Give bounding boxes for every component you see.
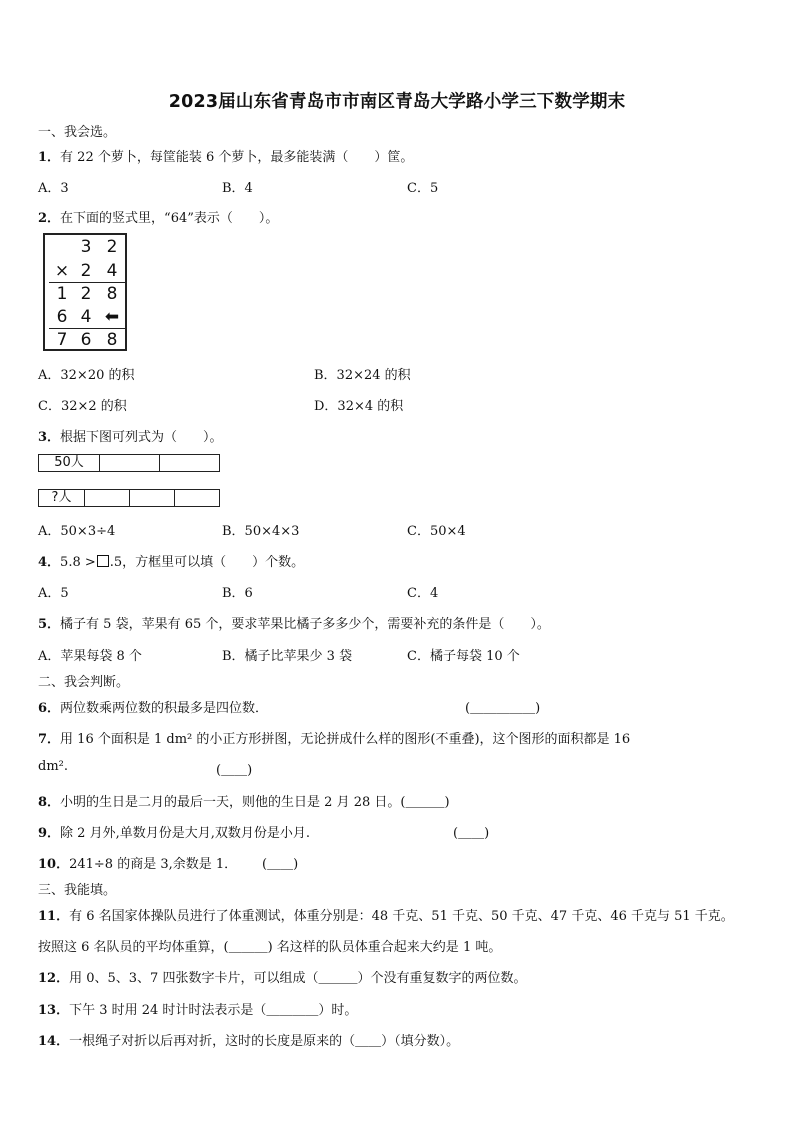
question-3: [38, 426, 223, 445]
question-text: 有 6 名国家体操队员进行了体重测试，体重分别是：48 千克、51 千克、50 千克、47 千克、46 千克与 51 千克。: [69, 909, 734, 924]
question-number: 6．: [38, 701, 61, 716]
answer-bracket: (＿＿＿＿＿): [465, 701, 541, 716]
digit: 3: [80, 237, 92, 257]
question-text: 根据下图可列式为（ ）。: [60, 430, 223, 445]
segment-bar-bottom: [38, 489, 220, 507]
question-number: 8．: [38, 795, 61, 810]
option-b: B．50×4×3: [222, 524, 300, 539]
question-text: 一根绳子对折以后再对折，这时的长度是原来的（＿＿）（填分数）。: [69, 1034, 460, 1049]
option-c: C．橘子每袋 10 个: [407, 649, 520, 664]
digit: 1: [56, 284, 68, 304]
question-7-continued: dm².: [38, 759, 68, 774]
digit: 4: [80, 307, 92, 327]
vertical-multiplication-figure: [43, 233, 127, 351]
digit: 8: [106, 330, 118, 350]
question-number: 9．: [38, 826, 61, 841]
question-text: 下午 3 时用 24 时计时法表示是（＿＿＿＿）时。: [69, 1003, 358, 1018]
question-text: 用 16 个面积是 1 dm² 的小正方形拼图，无论拼成什么样的图形(不重叠)，这个图形的面积都是 16: [60, 732, 631, 747]
bar-segment: [175, 490, 219, 506]
option-c: C．50×4: [407, 524, 466, 539]
question-number: 10．: [38, 857, 70, 872]
digit: 6: [56, 307, 68, 327]
answer-bracket: (＿＿): [262, 857, 299, 872]
option-a: A．50×3÷4: [38, 524, 116, 539]
bar-segment: [85, 490, 130, 506]
option-c: C．32×2 的积: [38, 399, 127, 414]
question-text: 橘子有 5 袋，苹果有 65 个，要求苹果比橘子多多少个，需要补充的条件是（ ）。: [60, 617, 550, 632]
question-9: [38, 822, 310, 841]
question-text: 有 22 个萝卜，每筐能装 6 个萝卜，最多能装满（ ）筐。: [60, 150, 414, 165]
question-number: 2．: [38, 211, 61, 226]
option-b: B．4: [222, 181, 253, 196]
multiply-sign: ×: [54, 261, 70, 281]
question-4: [38, 551, 304, 570]
question-11: [38, 905, 734, 924]
question-6: [38, 697, 268, 716]
answer-bracket: (＿＿): [453, 826, 490, 841]
section-heading-1: 一、我会选。: [38, 125, 117, 140]
option-a: A．32×20 的积: [38, 368, 135, 383]
option-b: B．6: [222, 586, 253, 601]
option-a: A．3: [38, 181, 69, 196]
option-b: B．橘子比苹果少 3 袋: [222, 649, 353, 664]
question-number: 7．: [38, 732, 61, 747]
question-number: 5．: [38, 617, 61, 632]
question-number: 3．: [38, 430, 61, 445]
option-c: C．4: [407, 586, 439, 601]
bar-segment: [100, 455, 160, 471]
blank-square-icon: [97, 555, 109, 567]
question-8: [38, 791, 450, 810]
option-a: A．苹果每袋 8 个: [38, 649, 142, 664]
question-1: [38, 146, 413, 165]
option-c: C．5: [407, 181, 439, 196]
question-text: 两位数乘两位数的积最多是四位数．: [60, 701, 269, 716]
bar-segment: [160, 455, 219, 471]
digit: 4: [106, 261, 118, 281]
question-number: 14．: [38, 1034, 70, 1049]
question-2: [38, 207, 278, 226]
question-text: 除 2 月外,单数月份是大月,双数月份是小月.: [60, 826, 310, 841]
digit: 8: [106, 284, 118, 304]
option-a: A．5: [38, 586, 69, 601]
section-heading-3: 三、我能填。: [38, 883, 117, 898]
question-12: [38, 967, 526, 986]
question-number: 1．: [38, 150, 61, 165]
question-text: 用 0、5、3、7 四张数字卡片，可以组成（＿＿＿）个没有重复数字的两位数。: [69, 971, 527, 986]
option-b: B．32×24 的积: [314, 368, 411, 383]
digit: 7: [56, 330, 68, 350]
digit: 2: [80, 261, 92, 281]
page-title: 2023届山东省青岛市市南区青岛大学路小学三下数学期末: [168, 92, 626, 112]
question-number: 12．: [38, 971, 70, 986]
left-arrow-icon: ⬅: [104, 307, 120, 327]
bar-segment: [130, 490, 175, 506]
question-text: 小明的生日是二月的最后一天，则他的生日是 2 月 28 日。(＿＿＿): [60, 795, 450, 810]
question-number: 13．: [38, 1003, 70, 1018]
bar-segment-label: 50人: [39, 455, 100, 471]
question-7: [38, 728, 630, 747]
digit: 6: [80, 330, 92, 350]
question-14: [38, 1030, 459, 1049]
question-number: 4．: [38, 555, 61, 570]
question-13: [38, 999, 357, 1018]
question-number: 11．: [38, 909, 70, 924]
segment-bar-top: [38, 454, 220, 472]
question-text: .5，方框里可以填（ ）个数。: [109, 555, 305, 570]
bar-segment-label: ?人: [39, 490, 85, 506]
question-5: [38, 613, 550, 632]
answer-bracket: (＿＿): [216, 763, 253, 778]
question-text: 5.8 >: [60, 555, 96, 570]
question-text: 在下面的竖式里，“64”表示（ ）。: [60, 211, 279, 226]
question-10: [38, 853, 237, 872]
question-11-continued: 按照这 6 名队员的平均体重算，(＿＿＿) 名这样的队员体重合起来大约是 1 吨。: [38, 940, 502, 955]
digit: 2: [106, 237, 118, 257]
digit: 2: [80, 284, 92, 304]
question-text: 241÷8 的商是 3,余数是 1．: [69, 857, 238, 872]
option-d: D．32×4 的积: [314, 399, 404, 414]
section-heading-2: 二、我会判断。: [38, 675, 130, 690]
